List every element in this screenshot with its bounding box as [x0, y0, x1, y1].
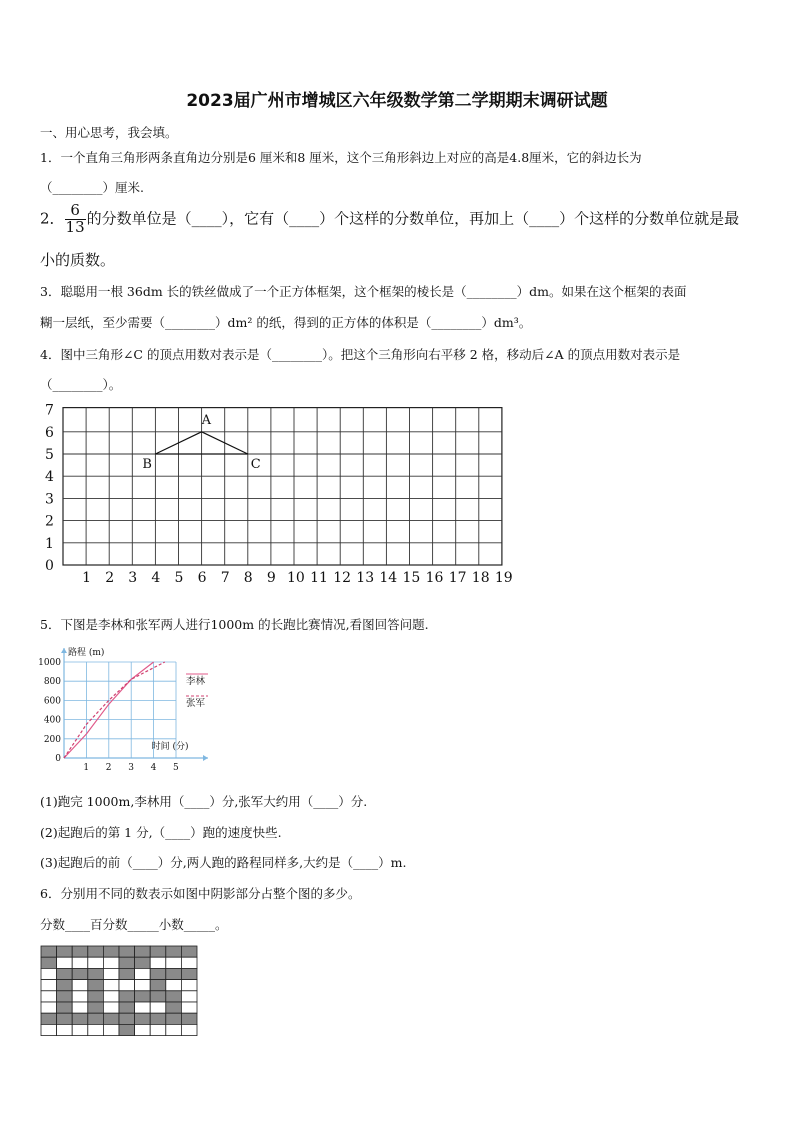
fraction — [65, 203, 86, 236]
grid-cell — [150, 1002, 166, 1013]
grid-cell — [181, 980, 197, 991]
x-axis-tick-label: 7 — [220, 570, 230, 586]
grid-cell — [72, 957, 88, 968]
grid-cell — [41, 1024, 57, 1035]
grid-cell — [181, 1024, 197, 1035]
grid-cell — [88, 957, 104, 968]
shaded-cell — [119, 957, 135, 968]
x-axis-tick-label: 6 — [197, 570, 207, 586]
shaded-cell — [57, 968, 73, 979]
shaded-cell — [119, 946, 135, 957]
shaded-cell — [150, 968, 166, 979]
grid-cell — [135, 968, 151, 979]
y-axis-tick-label: 5 — [45, 447, 54, 463]
x-axis-tick-label: 11 — [310, 570, 328, 586]
shaded-cell — [88, 946, 104, 957]
coordinate-grid — [36, 400, 513, 590]
y-axis-tick-label: 3 — [45, 491, 54, 508]
shaded-cell — [119, 968, 135, 979]
shaded-cell — [135, 991, 151, 1002]
shaded-cell — [119, 1002, 135, 1013]
legend-label: 张军 — [186, 698, 206, 709]
question-3-line-1: 3．聪聪用一根 36dm 长的铁丝做成了一个正方体框架，这个框架的棱长是（________）dm。如果在这个框架的表面 — [40, 284, 687, 299]
shaded-cell — [150, 991, 166, 1002]
shaded-cell — [72, 946, 88, 957]
grid-cell — [135, 1024, 151, 1035]
grid-cell — [57, 957, 73, 968]
shaded-cell — [41, 946, 57, 957]
grid-cell — [166, 980, 182, 991]
shaded-cell — [119, 991, 135, 1002]
x-axis-tick-label: 13 — [356, 570, 375, 586]
x-axis-arrow — [203, 755, 208, 761]
question-2-number: 2． — [40, 209, 65, 228]
race-line-chart — [34, 644, 244, 774]
shaded-cell — [88, 991, 104, 1002]
shaded-cell — [72, 1013, 88, 1024]
shaded-cell — [57, 1013, 73, 1024]
grid-cell — [57, 1024, 73, 1035]
shaded-cell — [135, 1013, 151, 1024]
shaded-cell — [103, 946, 119, 957]
y-axis-tick-label: 7 — [45, 402, 54, 419]
grid-cell — [103, 1024, 119, 1035]
shaded-cell — [119, 1024, 135, 1035]
grid-cell — [72, 1024, 88, 1035]
vertex-label-a: A — [201, 412, 211, 428]
shaded-cell — [88, 1013, 104, 1024]
shaded-cell — [57, 991, 73, 1002]
question-4-line-1: 4．图中三角形∠C 的顶点用数对表示是（________）。把这个三角形向右平移 2 格，移动后∠A 的顶点用数对表示是 — [40, 347, 681, 362]
shaded-cell — [88, 1002, 104, 1013]
x-axis-tick-label: 2 — [105, 570, 115, 586]
vertex-label-c: C — [250, 457, 261, 472]
x-axis-tick-label: 16 — [425, 570, 444, 586]
x-axis-tick-label: 1 — [82, 570, 92, 586]
shaded-cell — [41, 957, 57, 968]
x-axis-tick-label: 18 — [471, 570, 490, 586]
legend-label: 李林 — [186, 676, 206, 687]
question-5-sub-2: (2)起跑后的第 1 分,（____）跑的速度快些. — [40, 825, 282, 840]
shaded-cell — [57, 1002, 73, 1013]
question-3-line-2: 糊一层纸，至少需要（________）dm² 的纸，得到的正方体的体积是（________）dm³。 — [40, 315, 532, 330]
shaded-cell — [166, 946, 182, 957]
shaded-cell — [41, 1013, 57, 1024]
x-axis-tick-label: 17 — [448, 570, 467, 586]
x-axis-label: 时间 (分) — [151, 742, 189, 752]
shaded-cell — [181, 946, 197, 957]
shaded-cell — [57, 946, 73, 957]
y-axis-arrow — [61, 648, 67, 653]
x-tick-label: 5 — [173, 763, 179, 773]
grid-cell — [166, 957, 182, 968]
y-tick-label: 800 — [43, 677, 61, 688]
shaded-cell — [72, 968, 88, 979]
x-axis-tick-label: 19 — [494, 570, 513, 586]
y-tick-label: 0 — [55, 754, 61, 764]
shaded-cell — [150, 980, 166, 991]
page-title: 2023届广州市增城区六年级数学第二学期期末调研试题 — [186, 91, 608, 111]
x-axis-tick-label: 3 — [128, 570, 138, 586]
x-axis-tick-label: 5 — [174, 570, 184, 586]
grid-cell — [103, 957, 119, 968]
x-axis-tick-label: 15 — [402, 570, 421, 586]
question-6-line-2: 分数____百分数_____小数_____。 — [40, 917, 228, 932]
x-axis-tick-label: 8 — [243, 570, 253, 586]
y-axis-tick-label: 0 — [45, 558, 54, 574]
grid-cell — [119, 980, 135, 991]
shaded-cell — [103, 1013, 119, 1024]
grid-cell — [88, 1024, 104, 1035]
question-4-line-2: （________）。 — [40, 377, 122, 392]
question-1-line-2: （________）厘米. — [40, 180, 144, 195]
y-tick-label: 1000 — [38, 658, 61, 668]
question-5-intro: 5．下图是李林和张军两人进行1000m 的长跑比赛情况,看图回答问题. — [40, 617, 429, 632]
shaded-cell — [166, 1002, 182, 1013]
fraction-numerator: 6 — [65, 203, 86, 220]
shaded-cell — [57, 980, 73, 991]
shaded-cell — [135, 957, 151, 968]
section-heading: 一、用心思考，我会填。 — [40, 125, 178, 140]
y-axis-tick-label: 2 — [45, 513, 54, 530]
grid-cell — [150, 957, 166, 968]
x-axis-tick-label: 14 — [379, 570, 398, 586]
shaded-grid — [40, 945, 200, 1037]
y-tick-label: 400 — [43, 715, 61, 726]
grid-cell — [150, 1024, 166, 1035]
grid-cell — [72, 1002, 88, 1013]
grid-cell — [41, 980, 57, 991]
fraction-denominator: 13 — [65, 217, 85, 236]
shaded-cell — [166, 991, 182, 1002]
vertex-label-b: B — [142, 457, 152, 472]
grid-cell — [41, 991, 57, 1002]
y-tick-label: 600 — [43, 696, 61, 707]
grid-cell — [41, 968, 57, 979]
shaded-cell — [181, 1013, 197, 1024]
question-5-sub-1: (1)跑完 1000m,李林用（____）分,张军大约用（____）分. — [40, 794, 368, 809]
y-axis-tick-label: 4 — [45, 469, 54, 486]
y-axis-tick-label: 6 — [45, 424, 54, 441]
shaded-cell — [88, 980, 104, 991]
grid-cell — [72, 991, 88, 1002]
x-axis-tick-label: 9 — [266, 570, 276, 586]
x-tick-label: 3 — [128, 763, 134, 773]
shaded-cell — [119, 1013, 135, 1024]
shaded-cell — [166, 1013, 182, 1024]
grid-cell — [166, 1024, 182, 1035]
shaded-cell — [150, 1013, 166, 1024]
question-6-line-1: 6．分别用不同的数表示如图中阴影部分占整个图的多少。 — [40, 886, 361, 901]
x-axis-tick-label: 10 — [287, 570, 305, 586]
grid-cell — [103, 968, 119, 979]
shaded-cell — [166, 968, 182, 979]
x-axis-tick-label: 12 — [333, 570, 352, 586]
y-axis-tick-label: 1 — [45, 535, 54, 552]
grid-border — [63, 408, 502, 565]
grid-cell — [41, 1002, 57, 1013]
shaded-cell — [181, 968, 197, 979]
grid-cell — [135, 980, 151, 991]
grid-cell — [181, 1002, 197, 1013]
y-axis-label: 路程 (m) — [68, 648, 105, 658]
grid-cell — [135, 1002, 151, 1013]
grid-cell — [103, 980, 119, 991]
x-axis-tick-label: 4 — [151, 570, 161, 586]
grid-cell — [181, 991, 197, 1002]
x-tick-label: 1 — [83, 763, 90, 773]
shaded-cell — [150, 946, 166, 957]
question-2-text: 的分数单位是（____），它有（____）个这样的分数单位，再加上（____）个这样的分数单位就是最 — [86, 209, 740, 228]
question-2-line-1 — [40, 203, 739, 236]
question-5-sub-3: (3)起跑后的前（____）分,两人跑的路程同样多,大约是（____）m. — [40, 855, 407, 870]
grid-cell — [72, 980, 88, 991]
grid-cell — [181, 957, 197, 968]
x-tick-label: 4 — [150, 763, 157, 773]
shaded-cell — [88, 968, 104, 979]
x-tick-label: 2 — [105, 763, 112, 773]
y-tick-label: 200 — [43, 734, 61, 745]
series-line-2 — [64, 662, 165, 758]
shaded-cell — [135, 946, 151, 957]
grid-cell — [103, 991, 119, 1002]
question-2-line-2: 小的质数。 — [40, 251, 116, 269]
question-1-line-1: 1．一个直角三角形两条直角边分别是6 厘米和8 厘米，这个三角形斜边上对应的高是4.8厘米，它的斜边长为 — [40, 150, 642, 165]
grid-cell — [103, 1002, 119, 1013]
